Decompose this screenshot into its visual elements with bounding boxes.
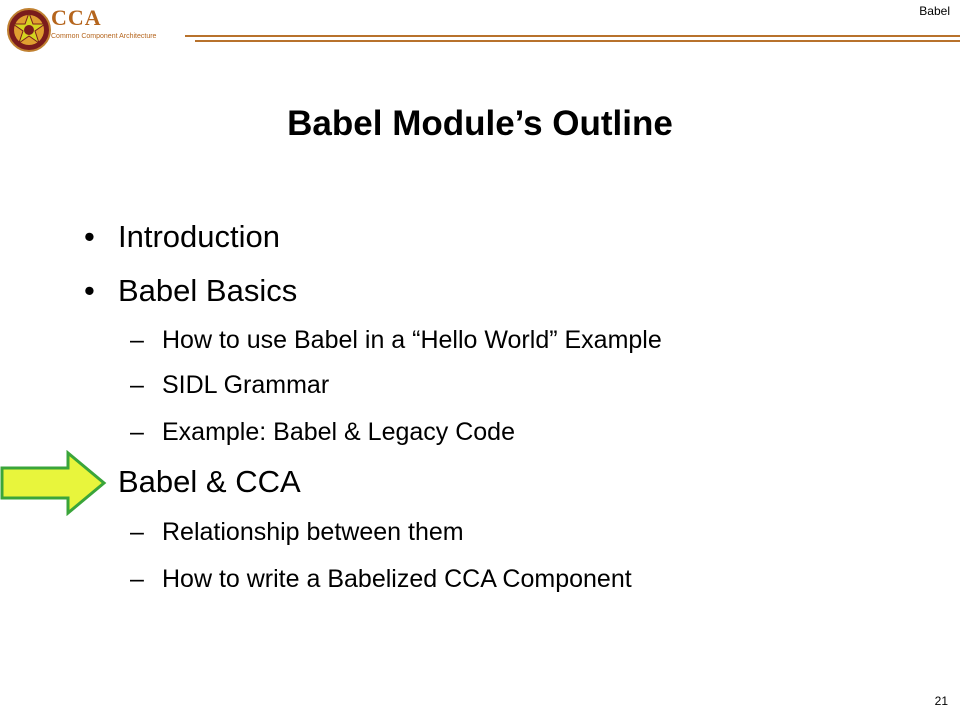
bullet-glyph: • xyxy=(84,273,95,308)
logo-title: CCA xyxy=(51,5,102,30)
bullet-text: Babel & CCA xyxy=(118,464,301,499)
dash-glyph: – xyxy=(130,565,144,593)
dash-glyph: – xyxy=(130,326,144,354)
current-section-arrow-icon xyxy=(0,450,108,516)
subbullet-text: How to use Babel in a “Hello World” Example xyxy=(162,326,662,354)
bullet-babel-basics xyxy=(84,273,297,309)
subbullet-sidl-grammar xyxy=(130,371,329,400)
header-divider-secondary xyxy=(195,40,960,42)
subbullet-text: Relationship between them xyxy=(162,518,464,546)
bullet-glyph: • xyxy=(84,219,95,254)
bullet-introduction xyxy=(84,219,280,255)
subbullet-legacy-code xyxy=(130,418,515,447)
bullet-babel-cca xyxy=(84,464,301,500)
bullet-text: Babel Basics xyxy=(118,273,298,308)
subbullet-text: Example: Babel & Legacy Code xyxy=(162,418,515,446)
header-label: Babel xyxy=(919,4,950,18)
bullet-text: Introduction xyxy=(118,219,280,254)
subbullet-relationship xyxy=(130,518,464,547)
subbullet-hello-world xyxy=(130,326,662,355)
dash-glyph: – xyxy=(130,518,144,546)
logo-subtitle: Common Component Architecture xyxy=(51,33,157,40)
header-divider xyxy=(185,35,960,37)
cca-logo-icon xyxy=(6,7,52,53)
subbullet-text: SIDL Grammar xyxy=(162,371,330,399)
subbullet-babelized-component xyxy=(130,565,632,594)
dash-glyph: – xyxy=(130,371,144,399)
page-number: 21 xyxy=(934,694,948,708)
subbullet-text: How to write a Babelized CCA Component xyxy=(162,565,632,593)
slide-title: Babel Module’s Outline xyxy=(287,104,673,143)
dash-glyph: – xyxy=(130,418,144,446)
